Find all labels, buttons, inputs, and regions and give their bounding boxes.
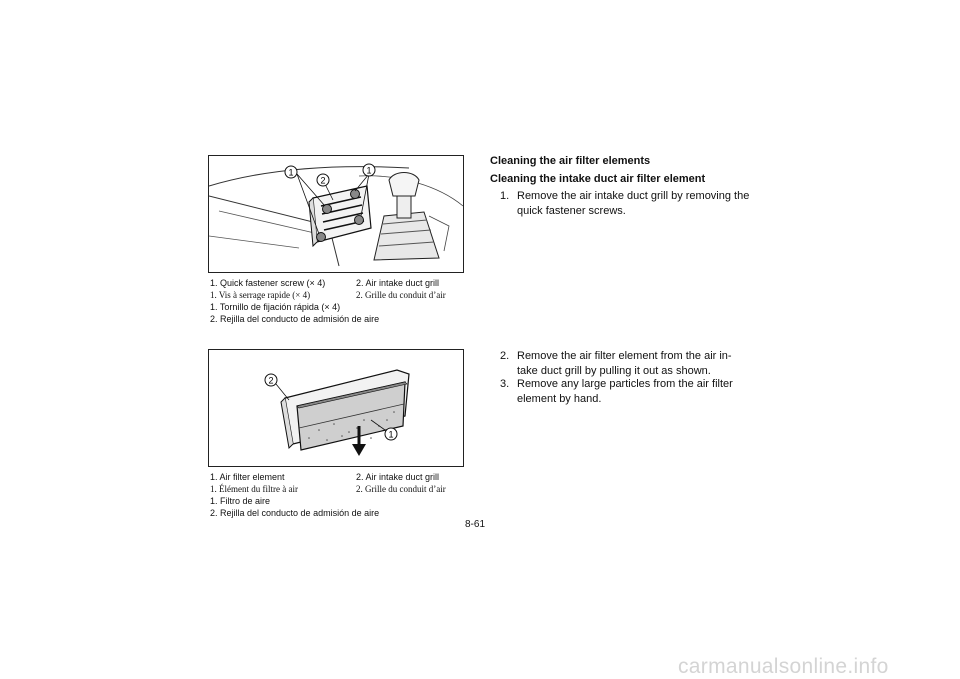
step-text: Remove any large particles from the air filter element by hand. (517, 378, 733, 405)
callout-1 (385, 428, 397, 440)
figure1-caption (210, 277, 510, 325)
figure2-caption (210, 471, 510, 519)
figure-air-filter-element (208, 349, 464, 467)
caption-es-item2: 2. Rejilla del conducto de admisión de aire (210, 508, 380, 518)
section-heading: Cleaning the air filter elements (490, 155, 651, 167)
caption-fr-item2: 2. Grille du conduit d’air (356, 290, 446, 300)
caption-fr-item1: 1. Élément du filtre à air (210, 484, 298, 494)
caption-es-item1: 1. Filtro de aire (210, 496, 271, 506)
svg-text:1: 1 (366, 165, 372, 176)
step-number: 1. (500, 190, 510, 202)
caption-fr-item2: 2. Grille du conduit d’air (356, 484, 446, 494)
svg-text:1: 1 (288, 167, 294, 178)
step-3 (500, 377, 750, 407)
svg-text:2: 2 (268, 375, 274, 386)
figure-fastener-screws (208, 155, 464, 273)
page-number: 8-61 (465, 519, 486, 530)
caption-fr-item1: 1. Vis à serrage rapide (× 4) (210, 290, 311, 300)
callout-2 (265, 374, 277, 386)
step-text: Remove the air filter element from the air in-take duct grill by pulling it out as shown. (517, 350, 732, 377)
watermark: carmanualsonline.info (678, 655, 889, 678)
subsection-heading: Cleaning the intake duct air filter element (490, 173, 706, 185)
step-number: 2. (500, 350, 510, 362)
callout-2 (317, 174, 329, 186)
callout-1-left (285, 166, 297, 178)
caption-en-item2: 2. Air intake duct grill (356, 472, 440, 482)
illustration-intake-duct-grill (209, 156, 463, 272)
caption-es-item1: 1. Tornillo de fijación rápida (× 4) (210, 302, 341, 312)
step-1 (500, 189, 750, 219)
callout-1-right (363, 164, 375, 176)
caption-en-item1: 1. Quick fastener screw (× 4) (210, 278, 326, 288)
svg-text:2: 2 (320, 175, 326, 186)
caption-en-item2: 2. Air intake duct grill (356, 278, 440, 288)
caption-en-item1: 1. Air filter element (210, 472, 285, 482)
step-number: 3. (500, 378, 510, 390)
caption-es-item2: 2. Rejilla del conducto de admisión de aire (210, 314, 380, 324)
illustration-filter-removal (209, 350, 463, 466)
svg-text:1: 1 (388, 429, 394, 440)
step-2 (500, 349, 750, 379)
step-text: Remove the air intake duct grill by removing the quick fastener screws. (517, 190, 750, 217)
